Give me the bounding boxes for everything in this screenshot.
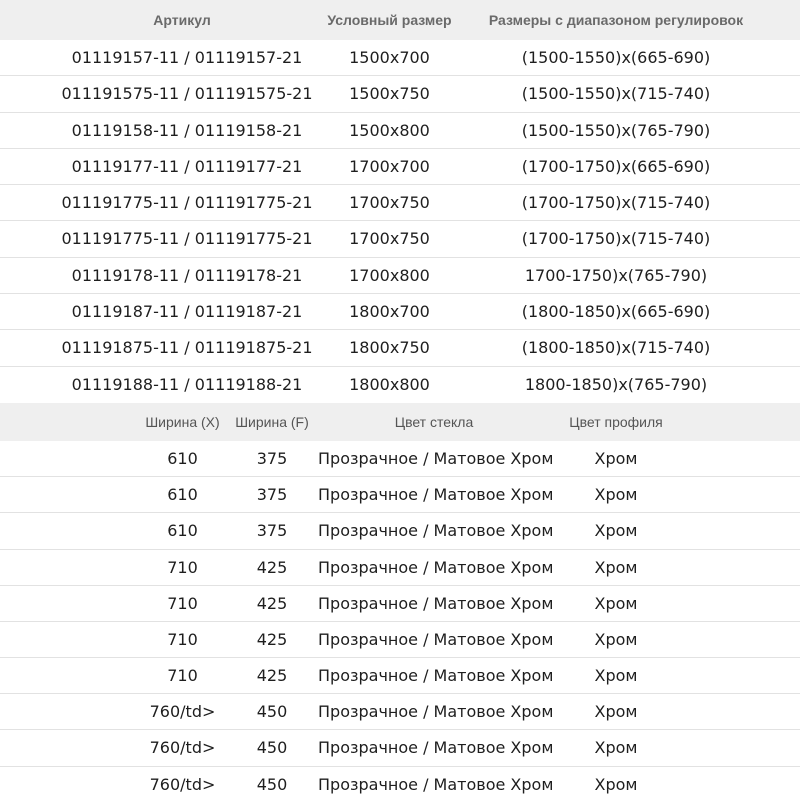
dimensions-color-table bbox=[0, 403, 800, 803]
cell-adjustable-size: (1500-1550)x(765-790) bbox=[521, 120, 711, 140]
header-profile-color: Цвет профиля bbox=[569, 413, 663, 430]
cell-article: 01119187-11 / 01119187-21 bbox=[71, 302, 303, 322]
cell-adjustable-size: (1700-1750)x(665-690) bbox=[521, 156, 711, 176]
cell-article: 01119188-11 / 01119188-21 bbox=[71, 374, 303, 394]
cell-width-f: 425 bbox=[256, 557, 288, 577]
cell-nominal-size: 1700x700 bbox=[349, 156, 430, 176]
cell-article: 011191875-11 / 011191875-21 bbox=[61, 338, 313, 358]
cell-width-x: 710 bbox=[167, 557, 198, 577]
cell-article: 011191575-11 / 011191575-21 bbox=[61, 84, 313, 104]
header-glass-color: Цвет стекла bbox=[394, 413, 474, 430]
cell-width-x: 760/td> bbox=[149, 738, 216, 758]
cell-nominal-size: 1500x700 bbox=[349, 48, 430, 67]
cell-width-x: 610 bbox=[167, 521, 198, 541]
cell-glass-color: Прозрачное / Матовое Хром bbox=[318, 666, 554, 686]
cell-width-f: 450 bbox=[256, 702, 288, 722]
cell-glass-color: Прозрачное / Матовое Хром bbox=[318, 557, 554, 577]
cell-glass-color: Прозрачное / Матовое Хром bbox=[318, 593, 554, 613]
cell-glass-color: Прозрачное / Матовое Хром bbox=[318, 521, 554, 541]
cell-width-f: 375 bbox=[256, 485, 288, 505]
cell-article: 011191775-11 / 011191775-21 bbox=[61, 229, 313, 249]
cell-nominal-size: 1800x750 bbox=[349, 338, 430, 358]
cell-profile-color: Хром bbox=[594, 738, 638, 758]
header-article: Артикул bbox=[153, 12, 211, 28]
cell-adjustable-size: (1500-1550)x(715-740) bbox=[521, 84, 711, 104]
cell-nominal-size: 1700x750 bbox=[349, 193, 430, 213]
header-width-x: Ширина (X) bbox=[145, 413, 220, 430]
cell-width-f: 450 bbox=[256, 738, 288, 758]
cell-profile-color: Хром bbox=[594, 521, 638, 541]
cell-article: 01119158-11 / 01119158-21 bbox=[71, 120, 303, 140]
cell-width-f: 425 bbox=[256, 666, 288, 686]
cell-width-f: 375 bbox=[256, 448, 288, 468]
cell-glass-color: Прозрачное / Матовое Хром bbox=[318, 448, 554, 468]
table-row bbox=[0, 258, 800, 294]
cell-profile-color: Хром bbox=[594, 774, 638, 794]
cell-article: 01119177-11 / 01119177-21 bbox=[71, 156, 303, 176]
cell-glass-color: Прозрачное / Матовое Хром bbox=[318, 629, 554, 649]
cell-nominal-size: 1500x800 bbox=[349, 120, 430, 140]
cell-adjustable-size: 1700-1750)x(765-790) bbox=[524, 265, 708, 285]
cell-adjustable-size: (1700-1750)x(715-740) bbox=[521, 193, 711, 213]
table-row bbox=[0, 730, 800, 766]
cell-width-f: 425 bbox=[256, 593, 288, 613]
cell-adjustable-size: (1800-1850)x(715-740) bbox=[521, 338, 711, 358]
cell-profile-color: Хром bbox=[594, 666, 638, 686]
cell-article: 01119178-11 / 01119178-21 bbox=[71, 265, 303, 285]
dimensions-color-table-header bbox=[0, 403, 800, 441]
header-width-f: Ширина (F) bbox=[235, 413, 309, 430]
table-row bbox=[0, 294, 800, 330]
cell-glass-color: Прозрачное / Матовое Хром bbox=[318, 485, 554, 505]
table-row bbox=[0, 367, 800, 403]
table-row bbox=[0, 658, 800, 694]
cell-width-f: 450 bbox=[256, 774, 288, 794]
table-row bbox=[0, 622, 800, 658]
cell-profile-color: Хром bbox=[594, 448, 638, 468]
cell-adjustable-size: (1700-1750)x(715-740) bbox=[521, 229, 711, 249]
article-size-table-body bbox=[0, 40, 800, 403]
cell-width-x: 760/td> bbox=[149, 774, 216, 794]
cell-profile-color: Хром bbox=[594, 593, 638, 613]
cell-width-x: 710 bbox=[167, 629, 198, 649]
cell-glass-color: Прозрачное / Матовое Хром bbox=[318, 774, 554, 794]
cell-width-x: 610 bbox=[167, 485, 198, 505]
cell-width-x: 760/td> bbox=[149, 702, 216, 722]
header-nominal-size: Условный размер bbox=[327, 12, 452, 28]
cell-profile-color: Хром bbox=[594, 557, 638, 577]
cell-width-f: 425 bbox=[256, 629, 288, 649]
header-adjustable-size: Размеры с диапазоном регулировок bbox=[488, 12, 744, 28]
cell-nominal-size: 1700x750 bbox=[349, 229, 430, 249]
cell-nominal-size: 1500x750 bbox=[349, 84, 430, 104]
table-row bbox=[0, 694, 800, 730]
table-row bbox=[0, 330, 800, 366]
cell-nominal-size: 1800x700 bbox=[349, 302, 430, 322]
cell-glass-color: Прозрачное / Матовое Хром bbox=[318, 702, 554, 722]
table-row bbox=[0, 477, 800, 513]
cell-adjustable-size: 1800-1850)x(765-790) bbox=[524, 374, 708, 394]
cell-width-f: 375 bbox=[256, 521, 288, 541]
cell-article: 01119157-11 / 01119157-21 bbox=[71, 48, 303, 67]
cell-profile-color: Хром bbox=[594, 702, 638, 722]
cell-width-x: 610 bbox=[167, 448, 198, 468]
cell-profile-color: Хром bbox=[594, 629, 638, 649]
article-size-table-header bbox=[0, 0, 800, 40]
cell-glass-color: Прозрачное / Матовое Хром bbox=[318, 738, 554, 758]
table-row bbox=[0, 185, 800, 221]
table-row bbox=[0, 513, 800, 549]
cell-article: 011191775-11 / 011191775-21 bbox=[61, 193, 313, 213]
table-row bbox=[0, 113, 800, 149]
table-row bbox=[0, 221, 800, 257]
table-row bbox=[0, 149, 800, 185]
cell-adjustable-size: (1800-1850)x(665-690) bbox=[521, 302, 711, 322]
cell-width-x: 710 bbox=[167, 593, 198, 613]
cell-profile-color: Хром bbox=[594, 485, 638, 505]
table-row bbox=[0, 76, 800, 112]
cell-nominal-size: 1800x800 bbox=[349, 374, 430, 394]
cell-adjustable-size: (1500-1550)x(665-690) bbox=[521, 48, 711, 67]
table-row bbox=[0, 40, 800, 76]
table-row bbox=[0, 441, 800, 477]
cell-nominal-size: 1700x800 bbox=[349, 265, 430, 285]
table-row bbox=[0, 550, 800, 586]
cell-width-x: 710 bbox=[167, 666, 198, 686]
dimensions-color-table-body bbox=[0, 441, 800, 803]
table-row bbox=[0, 586, 800, 622]
table-row bbox=[0, 767, 800, 803]
